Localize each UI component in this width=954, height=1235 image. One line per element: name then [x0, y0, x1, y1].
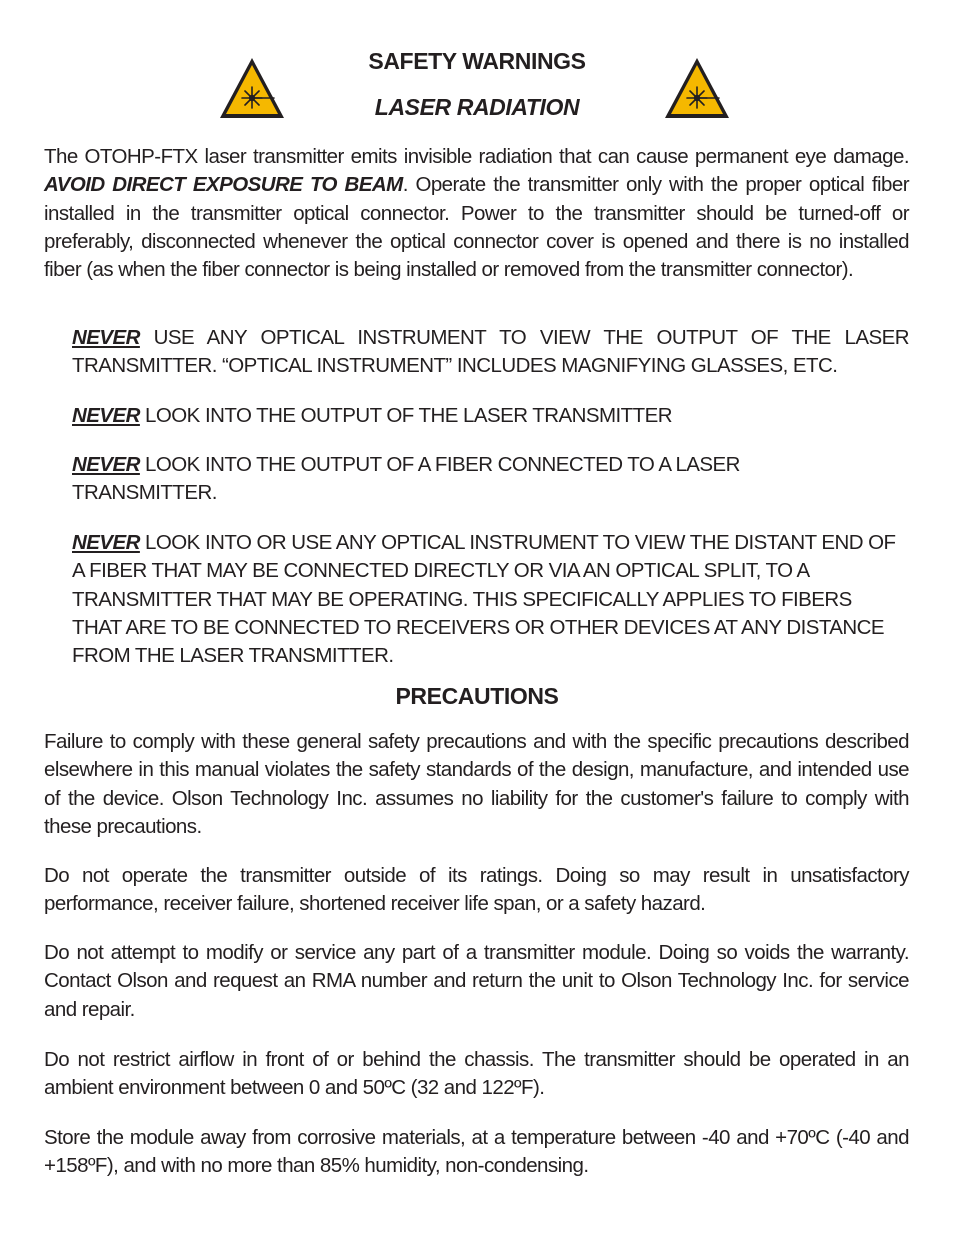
intro-text: . Operate the transmitter only with the proper optical fiber installed in the transmitter optical connector. Power to the transmitter should be turned-off or preferably, disconnected whenever the optical connector cover is opened and there is no installed fiber (as when the fiber connector is being installed or removed from the transmitter connector). [44, 173, 910, 282]
precaution-paragraph: Failure to comply with these general safety precautions and with the specific precautions described elsewhere in this manual violates the safety standards of the design, manufacture, and intended use of the device. Olson Technology Inc. assumes no liability for the customer's failure to comply with these precautions. [44, 730, 909, 838]
intro-paragraph [44, 143, 909, 284]
precaution-paragraph: Do not operate the transmitter outside of its ratings. Doing so may result in unsatisfactory performance, receiver failure, shortened receiver life span, or a safety hazard. [44, 864, 909, 916]
warning-keyword: NEVER [72, 404, 140, 427]
precaution-paragraph: Store the module away from corrosive materials, at a temperature between -40 and +70ºC (-40 and +158ºF), and with no more than 85% humidity, non-condensing. [44, 1126, 909, 1178]
warning-keyword: NEVER [72, 453, 140, 476]
precaution-paragraph: Do not attempt to modify or service any part of a transmitter module. Doing so voids the warranty. Contact Olson and request an RMA number and return the unit to Olson Technology Inc. for service and repair. [44, 941, 909, 1021]
warning-item [72, 402, 909, 430]
section-title: PRECAUTIONS [395, 683, 559, 709]
warning-item [72, 324, 909, 381]
warning-text: LOOK INTO THE OUTPUT OF THE LASER TRANSMITTER [139, 404, 672, 427]
warning-keyword: NEVER [72, 326, 140, 349]
warning-item [72, 529, 902, 670]
page-subtitle: LASER RADIATION [374, 94, 580, 120]
laser-warning-icon [663, 56, 731, 120]
intro-text: The OTOHP-FTX laser transmitter emits invisible radiation that can cause permanent eye damage. [44, 145, 909, 168]
page-title: SAFETY WARNINGS [368, 48, 586, 74]
intro-emphasis: AVOID DIRECT EXPOSURE TO BEAM [44, 173, 403, 197]
safety-header [0, 44, 954, 130]
warning-item [72, 451, 792, 508]
warning-text: USE ANY OPTICAL INSTRUMENT TO VIEW THE OUTPUT OF THE LASER TRANSMITTER. “OPTICAL INSTRUMENT” INCLUDES MAGNIFYING GLASSES, ETC. [72, 326, 909, 378]
precaution-paragraph: Do not restrict airflow in front of or behind the chassis. The transmitter should be operated in an ambient environment between 0 and 50ºC (32 and 122ºF). [44, 1048, 909, 1100]
warning-text: LOOK INTO THE OUTPUT OF A FIBER CONNECTED TO A LASER TRANSMITTER. [72, 453, 740, 505]
warning-keyword: NEVER [72, 531, 140, 554]
warning-text: LOOK INTO OR USE ANY OPTICAL INSTRUMENT TO VIEW THE DISTANT END OF A FIBER THAT MAY BE CONNECTED DIRECTLY OR VIA AN OPTICAL SPLIT, TO A TRANSMITTER THAT MAY BE OPERATING. THIS SPECIFICALLY APPLIES TO FIBERS THAT ARE TO BE CONNECTED TO RECEIVERS OR OTHER DEVICES AT ANY DISTANCE FROM THE LASER TRANSMITTER. [72, 531, 896, 668]
